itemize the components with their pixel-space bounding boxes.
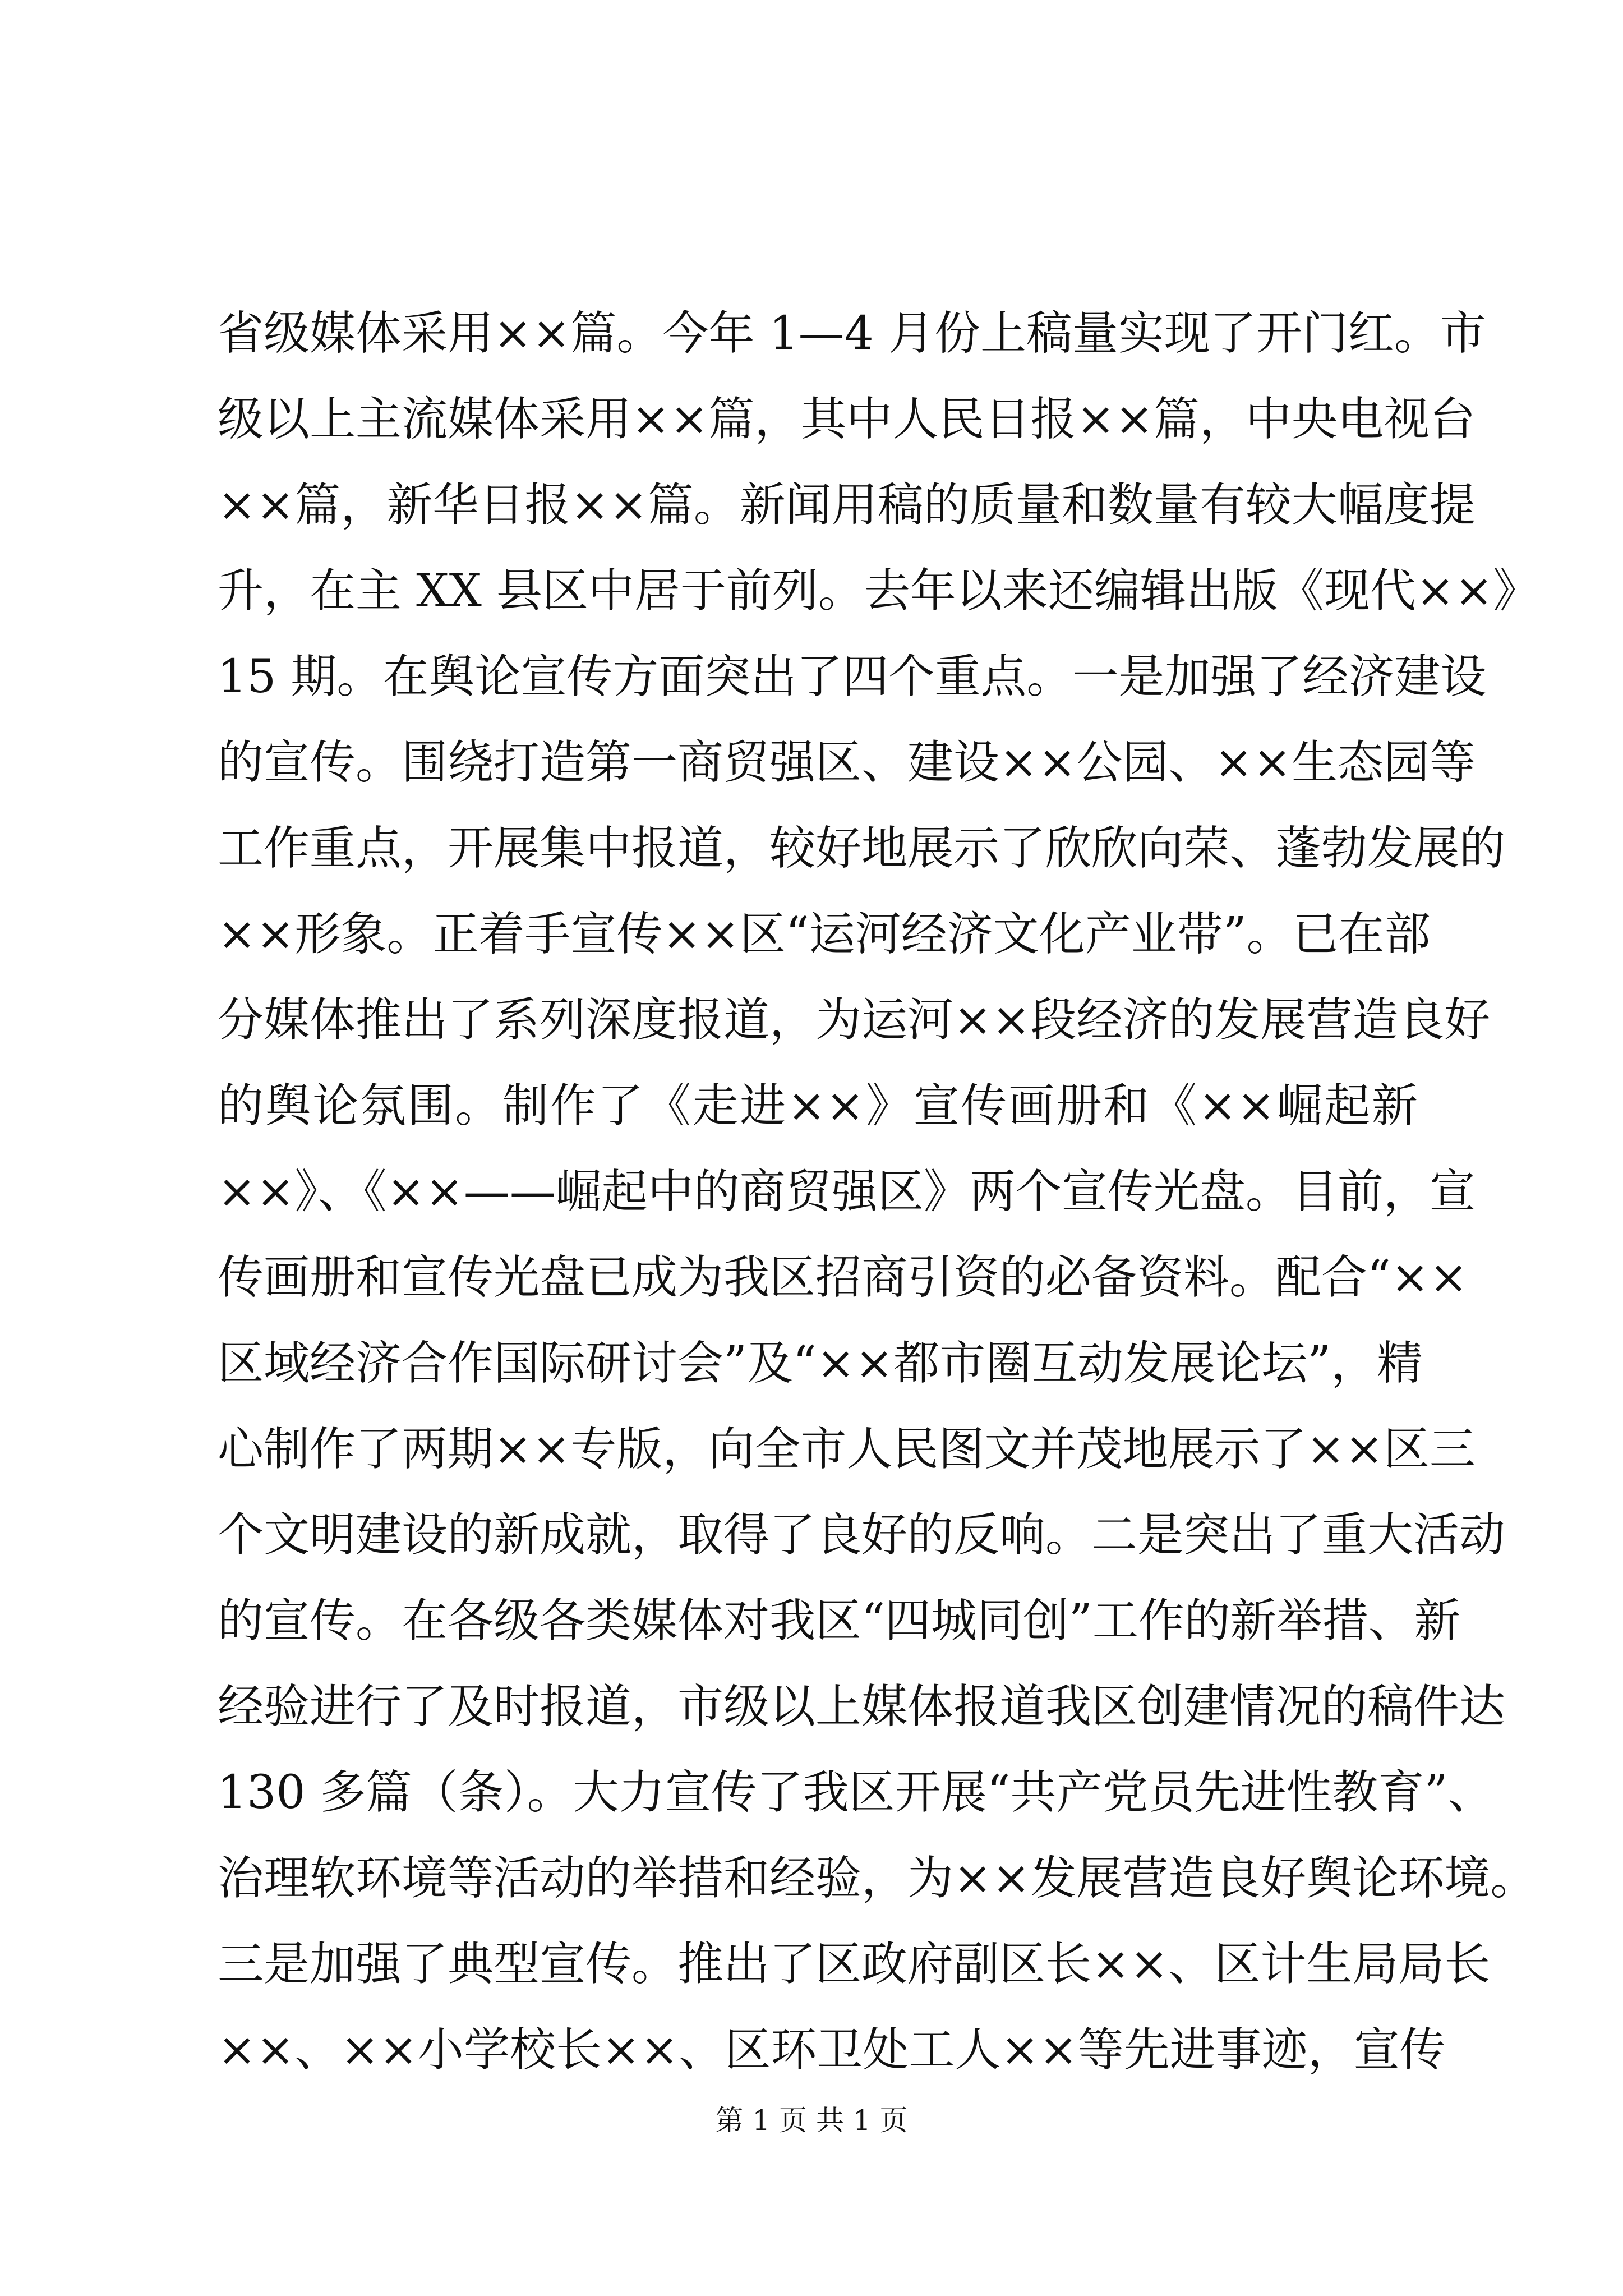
text-line: 经验进行了及时报道，市级以上媒体报道我区创建情况的稿件达 xyxy=(218,1680,1506,1733)
text-line: 分媒体推出了系列深度报道，为运河××段经济的发展营造良好 xyxy=(218,993,1491,1047)
text-line: 治理软环境等活动的举措和经验，为××发展营造良好舆论环境。 xyxy=(218,1852,1537,1905)
text-line: ××》、《××——崛起中的商贸强区》两个宣传光盘。目前，宣 xyxy=(218,1165,1476,1218)
text-line: 区域经济合作国际研讨会”及“××都市圈互动发展论坛”，精 xyxy=(218,1337,1423,1390)
text-line: 工作重点，开展集中报道，较好地展示了欣欣向荣、蓬勃发展的 xyxy=(218,822,1506,875)
text-line: ××篇，新华日报××篇。新闻用稿的质量和数量有较大幅度提 xyxy=(218,478,1476,532)
text-line: 心制作了两期××专版，向全市人民图文并茂地展示了××区三 xyxy=(218,1423,1476,1476)
text-line: 的舆论氛围。制作了《走进××》宣传画册和《××崛起新 xyxy=(218,1079,1418,1133)
text-line: 的宣传。围绕打造第一商贸强区、建设××公园、××生态园等 xyxy=(218,736,1476,789)
text-line: 个文明建设的新成就，取得了良好的反响。二是突出了重大活动 xyxy=(218,1508,1506,1562)
body-text xyxy=(218,291,1539,2093)
text-line: ××形象。正着手宣传××区“运河经济文化产业带”。已在部 xyxy=(218,908,1431,961)
text-line: 升，在主 XX 县区中居于前列。去年以来还编辑出版《现代××》 xyxy=(218,564,1539,618)
text-line: 的宣传。在各级各类媒体对我区“四城同创”工作的新举措、新 xyxy=(218,1594,1460,1648)
text-line: 传画册和宣传光盘已成为我区招商引资的必备资料。配合“×× xyxy=(218,1251,1468,1304)
text-line: ××、××小学校长××、区环卫处工人××等先进事迹，宣传 xyxy=(218,2023,1446,2077)
text-line: 三是加强了典型宣传。推出了区政府副区长××、区计生局局长 xyxy=(218,1938,1491,1991)
text-line: 省级媒体采用××篇。今年 1—4 月份上稿量实现了开门红。市 xyxy=(218,307,1486,360)
text-line: 级以上主流媒体采用××篇，其中人民日报××篇，中央电视台 xyxy=(218,393,1476,446)
page-footer: 第 1 页 共 1 页 xyxy=(715,2104,908,2137)
text-line: 15 期。在舆论宣传方面突出了四个重点。一是加强了经济建设 xyxy=(218,650,1487,703)
text-line: 130 多篇（条）。大力宣传了我区开展“共产党员先进性教育”、 xyxy=(218,1766,1494,1819)
